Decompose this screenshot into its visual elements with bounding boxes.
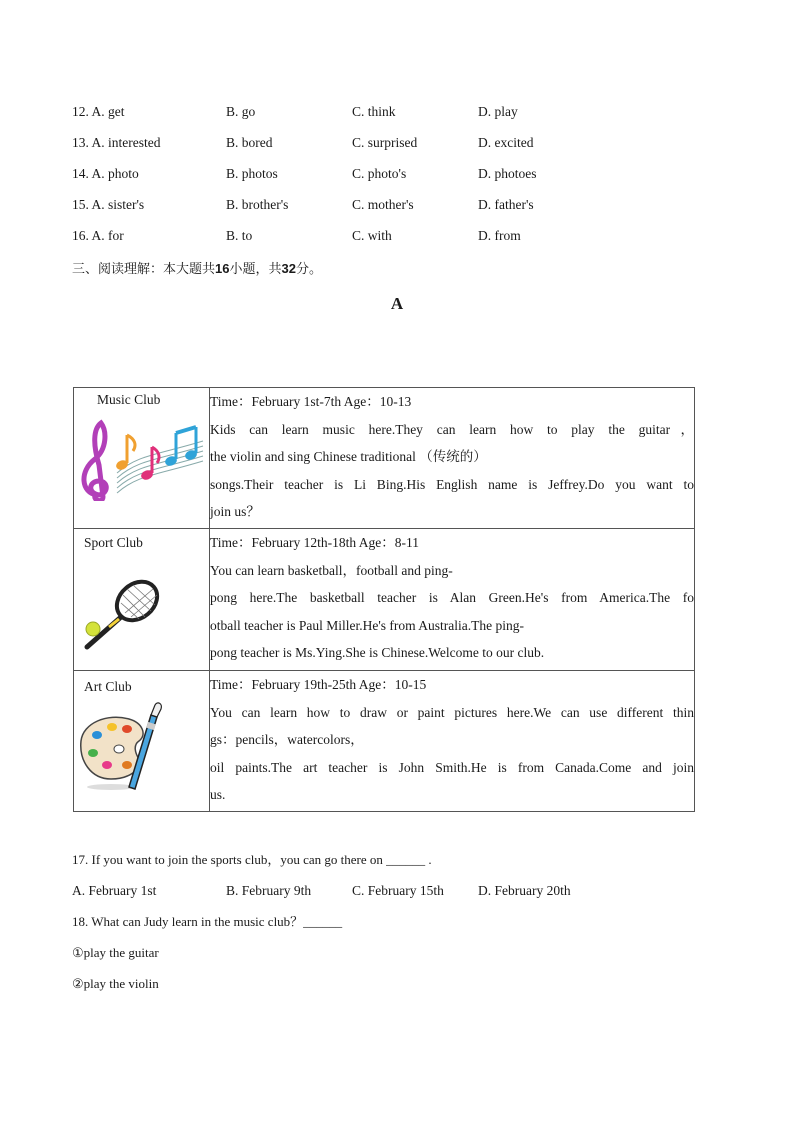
option-d: D. February 20th [478, 883, 571, 898]
option-c: C. mother's [352, 197, 414, 212]
club-info-line: pong here.The basketball teacher is Alan Green.He's from America.The fo [210, 590, 694, 606]
question-13 [72, 133, 732, 153]
club-info-line: the violin and sing Chinese traditional （传统的） [210, 449, 487, 465]
option-d: D. from [478, 228, 521, 243]
option-b: B. photos [226, 166, 278, 181]
music-notes-icon [77, 415, 205, 501]
option-d: D. play [478, 104, 518, 119]
option-c: C. February 15th [352, 883, 444, 898]
option-b: B. brother's [226, 197, 289, 212]
club-info-line: Kids can learn music here.They can learn how to play the guitar， [210, 421, 694, 437]
option-a: 14. A. photo [72, 166, 139, 181]
club-info-line: Time：February 19th-25th Age：10-15 [210, 677, 427, 692]
club-name: Music Club [97, 392, 161, 407]
option-a: A. February 1st [72, 883, 157, 898]
question-18-option-2: ②play the violin [72, 976, 159, 991]
club-name: Art Club [84, 679, 132, 694]
club-info-line: You can learn how to draw or paint pictures here.We can use different thin [210, 704, 694, 720]
club-info-line: songs.Their teacher is Li Bing.His English name is Jeffrey.Do you want to [210, 476, 694, 492]
option-a: 16. A. for [72, 228, 124, 243]
club-info-line: us. [210, 787, 226, 803]
question-16 [72, 226, 732, 246]
option-d: D. excited [478, 135, 534, 150]
question-17-options [72, 881, 732, 901]
club-info-line: otball teacher is Paul Miller.He's from Australia.The ping- [210, 617, 524, 633]
option-c: C. surprised [352, 135, 418, 150]
option-a: 12. A. get [72, 104, 125, 119]
option-b: B. February 9th [226, 883, 312, 898]
option-c: C. photo's [352, 166, 407, 181]
passage-letter: A [390, 294, 404, 313]
club-info-line: gs：pencils，watercolors， [210, 732, 364, 748]
option-b: B. to [226, 228, 253, 243]
club-info-line: oil paints.The art teacher is John Smith.He is from Canada.Come and join [210, 759, 694, 775]
option-d: D. photoes [478, 166, 537, 181]
club-row-art [74, 671, 695, 812]
club-info-line: join us？ [210, 504, 260, 520]
paint-palette-icon [77, 701, 167, 797]
club-row-sport [74, 529, 695, 671]
club-info-line: Time：February 12th-18th Age：8-11 [210, 535, 419, 550]
club-info-line: You can learn basketball，football and ping- [210, 562, 453, 578]
club-row-music [74, 388, 695, 529]
option-c: C. with [352, 228, 392, 243]
option-d: D. father's [478, 197, 534, 212]
question-17-stem: 17. If you want to join the sports club，you can go there on ______ . [72, 852, 432, 867]
question-14 [72, 164, 732, 184]
section-heading: 三、阅读理解：本大题共16小题，共32分。 [72, 261, 322, 277]
question-18-option-1: ①play the guitar [72, 945, 159, 960]
option-c: C. think [352, 104, 396, 119]
club-info-line: Time：February 1st-7th Age：10-13 [210, 394, 412, 409]
tennis-racket-icon [79, 573, 169, 655]
option-b: B. go [226, 104, 256, 119]
question-12 [72, 102, 732, 122]
question-15 [72, 195, 732, 215]
option-a: 13. A. interested [72, 135, 161, 150]
option-a: 15. A. sister's [72, 197, 145, 212]
option-b: B. bored [226, 135, 273, 150]
club-info-line: pong teacher is Ms.Ying.She is Chinese.Welcome to our club. [210, 645, 545, 661]
question-18-stem: 18. What can Judy learn in the music club？______ [72, 914, 343, 929]
club-name: Sport Club [84, 535, 143, 550]
clubs-table [73, 387, 695, 812]
